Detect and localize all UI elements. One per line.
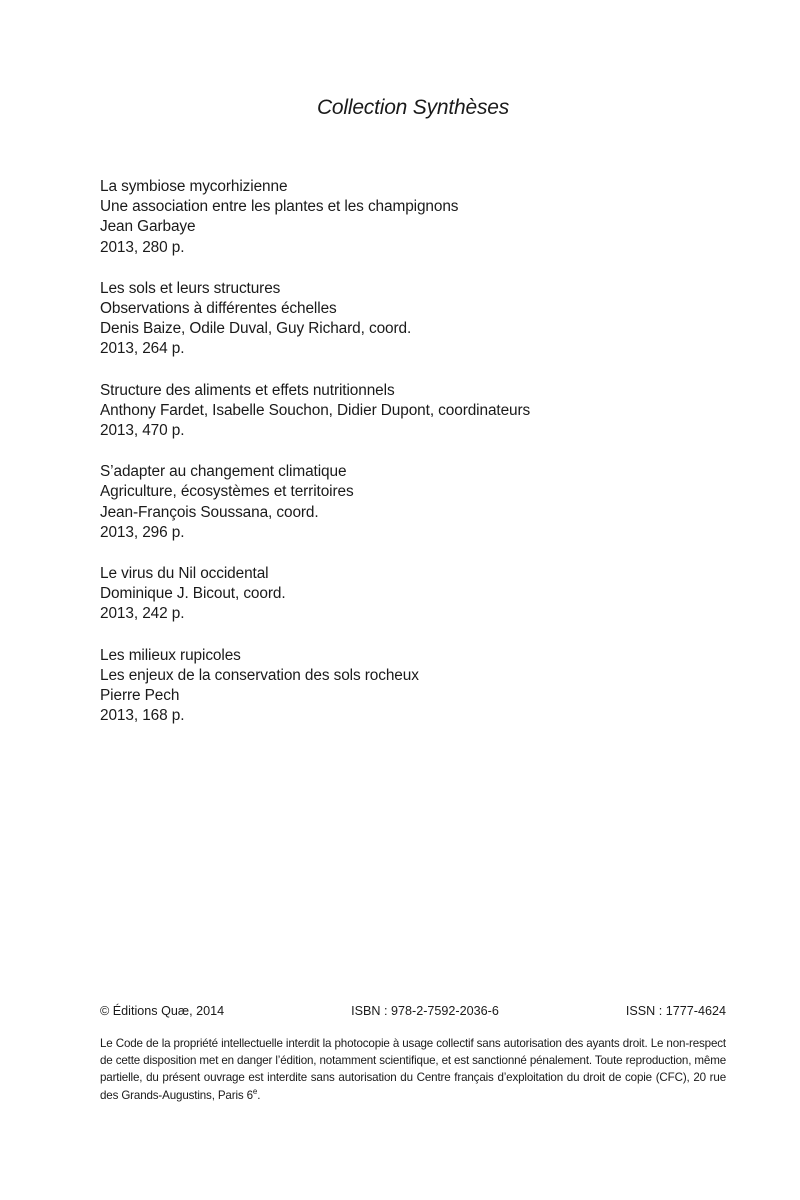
- book-publication: 2013, 168 p.: [100, 707, 185, 725]
- book-subtitle: Agriculture, écosystèmes et territoires: [100, 483, 354, 501]
- book-entry: [100, 177, 720, 258]
- book-title: Les milieux rupicoles: [100, 646, 241, 664]
- book-title: Les sols et leurs structures: [100, 279, 281, 297]
- book-entry: [100, 279, 720, 360]
- book-author: Pierre Pech: [100, 687, 180, 705]
- book-entry: [100, 564, 720, 625]
- book-title: Le virus du Nil occidental: [100, 565, 269, 583]
- book-entry: [100, 646, 720, 727]
- book-title: Structure des aliments et effets nutritionnels: [100, 381, 395, 399]
- book-publication: 2013, 264 p.: [100, 340, 185, 358]
- book-subtitle: Une association entre les plantes et les champignons: [100, 198, 459, 216]
- isbn-number: ISBN : 978-2-7592-2036-6: [351, 1004, 499, 1018]
- book-subtitle: Les enjeux de la conservation des sols rocheux: [100, 666, 419, 684]
- publication-info: [100, 1002, 726, 1020]
- book-author: Jean-François Soussana, coord.: [100, 503, 319, 521]
- book-author: Dominique J. Bicout, coord.: [100, 585, 286, 603]
- book-entry: [100, 462, 720, 543]
- book-publication: 2013, 296 p.: [100, 523, 185, 541]
- legal-text: Le Code de la propriété intellectuelle interdit la photocopie à usage collectif sans autorisation des ayants droit. Le non-respect de cette disposition met en danger l’édition, notamment scientifique, et est sanctionné pénalement. Toute reproduction, même partielle, du présent ouvrage est interdite sans autorisation du Centre français d’exploitation du droit de copie (CFC), 20 rue des Grands-Augustins, Paris 6: [100, 1037, 726, 1102]
- book-list: [100, 177, 720, 747]
- book-author: Jean Garbaye: [100, 218, 196, 236]
- issn-number: ISSN : 1777-4624: [625, 1004, 726, 1018]
- book-subtitle: Observations à différentes échelles: [100, 300, 337, 318]
- legal-notice: [100, 1035, 726, 1104]
- book-title: S’adapter au changement climatique: [100, 463, 347, 481]
- book-author: Anthony Fardet, Isabelle Souchon, Didier Dupont, coordinateurs: [100, 401, 531, 419]
- book-author: Denis Baize, Odile Duval, Guy Richard, coord.: [100, 320, 412, 338]
- copyright-notice: © Éditions Quæ, 2014: [100, 1004, 225, 1018]
- book-publication: 2013, 242 p.: [100, 605, 185, 623]
- book-publication: 2013, 280 p.: [100, 238, 185, 256]
- book-title: La symbiose mycorhizienne: [100, 178, 288, 195]
- legal-end: .: [257, 1088, 261, 1102]
- legal-superscript: e: [252, 1086, 258, 1096]
- book-publication: 2013, 470 p.: [100, 422, 185, 440]
- collection-title: Collection Synthèses: [316, 96, 510, 119]
- book-entry: [100, 381, 720, 442]
